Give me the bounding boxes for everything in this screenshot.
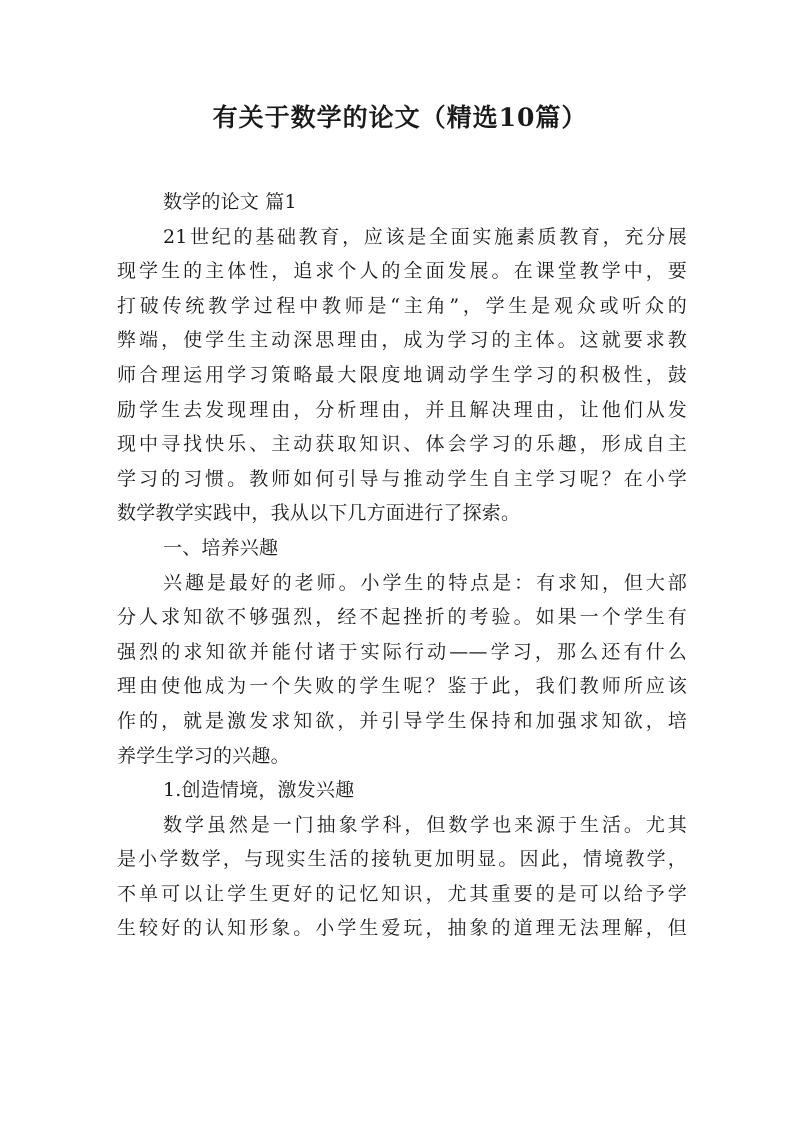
paragraph-line: 数学虽然是一门抽象学科，但数学也来源于生活。尤其 — [163, 813, 687, 836]
paragraph-line: 不单可以让学生更好的记忆知识，尤其重要的是可以给予学 — [117, 882, 687, 905]
paragraph-line: 数学教学实践中，我从以下几方面进行了探索。 — [117, 502, 521, 525]
section-title: 数学的论文 篇1 — [163, 191, 297, 213]
heading-create-situations: 1.创造情境，激发兴趣 — [163, 779, 355, 802]
paragraph-line: 现学生的主体性，追求个人的全面发展。在课堂教学中，要 — [117, 260, 687, 283]
paragraph-line: 师合理运用学习策略最大限度地调动学生学习的积极性，鼓 — [117, 363, 687, 386]
document-title: 有关于数学的论文（精选10篇） — [212, 103, 588, 132]
paragraph-line: 理由使他成为一个失败的学生呢？鉴于此，我们教师所应该 — [117, 675, 687, 698]
paragraph-3 — [117, 808, 687, 946]
document-body — [117, 185, 687, 946]
paragraph-1 — [117, 220, 687, 531]
paragraph-line: 弊端，使学生主动深思理由，成为学习的主体。这就要求教 — [117, 329, 687, 352]
paragraph-2 — [117, 566, 687, 774]
paragraph-line: 生较好的认知形象。小学生爱玩，抽象的道理无法理解，但 — [117, 917, 687, 940]
paragraph-line: 是小学数学，与现实生活的接轨更加明显。因此，情境教学， — [117, 848, 687, 871]
paragraph-line: 21世纪的基础教育，应该是全面实施素质教育，充分展 — [163, 225, 687, 248]
paragraph-line: 励学生去发现理由，分析理由，并且解决理由，让他们从发 — [117, 398, 687, 421]
paragraph-line: 学习的习惯。教师如何引导与推动学生自主学习呢？在小学 — [117, 467, 687, 490]
paragraph-line: 强烈的求知欲并能付诸于实际行动——学习，那么还有什么 — [117, 640, 687, 663]
paragraph-line: 现中寻找快乐、主动获取知识、体会学习的乐趣，形成自主 — [117, 433, 687, 456]
heading-cultivate-interest: 一、培养兴趣 — [163, 536, 279, 559]
paragraph-line: 打破传统教学过程中教师是“主角”，学生是观众或听众的 — [117, 294, 687, 317]
paragraph-line: 作的，就是激发求知欲，并引导学生保持和加强求知欲，培 — [117, 709, 687, 732]
paragraph-line: 兴趣是最好的老师。小学生的特点是：有求知，但大部 — [163, 571, 687, 594]
paragraph-line: 养学生学习的兴趣。 — [117, 744, 290, 767]
paragraph-line: 分人求知欲不够强烈，经不起挫折的考验。如果一个学生有 — [117, 606, 687, 629]
